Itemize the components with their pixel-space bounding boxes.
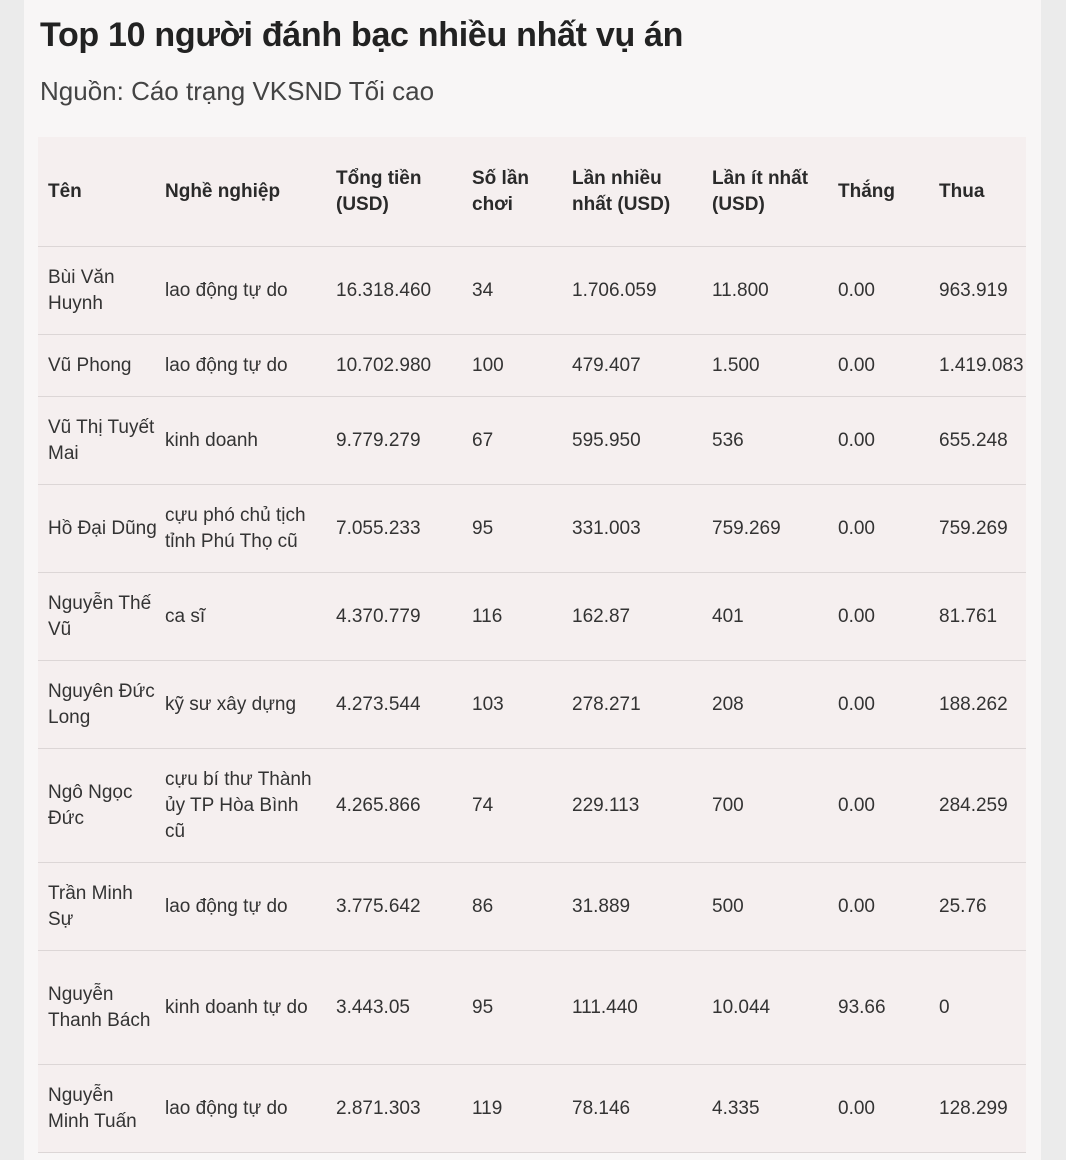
cell-max: 162.87 xyxy=(572,605,631,627)
cell-total: 3.443.05 xyxy=(336,996,410,1018)
cell-max: 31.889 xyxy=(572,895,631,917)
cell-play-count: 119 xyxy=(472,1097,503,1119)
header-occupation: Nghề nghiệp xyxy=(165,180,281,202)
cell-win: 0.00 xyxy=(838,279,875,301)
cell-min: 500 xyxy=(712,895,744,917)
cell-win: 93.66 xyxy=(838,996,886,1018)
cell-total: 4.273.544 xyxy=(336,693,421,715)
cell-loss: 188.262 xyxy=(939,693,1008,715)
cell-max: 78.146 xyxy=(572,1097,631,1119)
header-name: Tên xyxy=(48,180,82,202)
cell-loss: 759.269 xyxy=(939,517,1008,539)
cell-occupation: ca sĩ xyxy=(165,605,206,627)
cell-play-count: 86 xyxy=(472,895,494,917)
cell-min: 11.800 xyxy=(712,279,769,301)
cell-min: 208 xyxy=(712,693,744,715)
cell-min: 10.044 xyxy=(712,996,771,1018)
cell-win: 0.00 xyxy=(838,794,875,816)
cell-loss: 284.259 xyxy=(939,794,1008,816)
cell-name: Nguyễn Thế Vũ xyxy=(48,592,152,640)
cell-win: 0.00 xyxy=(838,605,875,627)
cell-occupation: kỹ sư xây dựng xyxy=(165,693,297,715)
cell-play-count: 103 xyxy=(472,693,504,715)
cell-occupation: cựu phó chủ tịch tỉnh Phú Thọ cũ xyxy=(165,504,306,552)
header-loss: Thua xyxy=(939,180,985,202)
table-row xyxy=(38,863,1026,951)
table-row xyxy=(38,749,1026,863)
header-win: Thắng xyxy=(838,180,895,202)
cell-loss: 655.248 xyxy=(939,429,1008,451)
cell-occupation: cựu bí thư Thành ủy TP Hòa Bình cũ xyxy=(165,768,312,842)
cell-occupation: lao động tự do xyxy=(165,279,288,301)
cell-total: 7.055.233 xyxy=(336,517,421,539)
table-row xyxy=(38,573,1026,661)
cell-occupation: kinh doanh tự do xyxy=(165,996,308,1018)
cell-play-count: 95 xyxy=(472,517,494,539)
cell-min: 536 xyxy=(712,429,744,451)
table-row xyxy=(38,485,1026,573)
source-subtitle: Nguồn: Cáo trạng VKSND Tối cao xyxy=(40,76,435,106)
cell-min: 401 xyxy=(712,605,744,627)
page-title: Top 10 người đánh bạc nhiều nhất vụ án xyxy=(40,16,684,54)
cell-total: 4.265.866 xyxy=(336,794,421,816)
cell-min: 1.500 xyxy=(712,354,760,376)
cell-occupation: lao động tự do xyxy=(165,1097,288,1119)
cell-name: Vũ Thị Tuyết Mai xyxy=(48,416,155,464)
data-table xyxy=(38,137,1026,1153)
cell-name: Vũ Phong xyxy=(48,354,132,376)
cell-total: 3.775.642 xyxy=(336,895,421,917)
header-min: Lần ít nhất (USD) xyxy=(712,167,809,215)
table-row xyxy=(38,661,1026,749)
table-row xyxy=(38,951,1026,1065)
cell-name: Nguyễn Minh Tuấn xyxy=(48,1084,137,1132)
cell-total: 16.318.460 xyxy=(336,279,432,301)
cell-occupation: lao động tự do xyxy=(165,895,288,917)
cell-max: 278.271 xyxy=(572,693,641,715)
cell-win: 0.00 xyxy=(838,693,875,715)
table-card xyxy=(24,0,1041,1160)
cell-loss: 0 xyxy=(939,996,950,1018)
cell-win: 0.00 xyxy=(838,1097,875,1119)
table-row xyxy=(38,247,1026,335)
cell-loss: 963.919 xyxy=(939,279,1008,301)
cell-total: 9.779.279 xyxy=(336,429,421,451)
table-header-row xyxy=(38,137,1026,247)
cell-play-count: 67 xyxy=(472,429,494,451)
cell-play-count: 34 xyxy=(472,279,494,301)
header-max: Lần nhiều nhất (USD) xyxy=(572,167,671,215)
cell-loss: 25.76 xyxy=(939,895,987,917)
cell-play-count: 95 xyxy=(472,996,494,1018)
table-row xyxy=(38,1065,1026,1153)
cell-max: 595.950 xyxy=(572,429,641,451)
cell-play-count: 100 xyxy=(472,354,504,376)
cell-max: 1.706.059 xyxy=(572,279,657,301)
cell-max: 111.440 xyxy=(572,996,638,1018)
header-play-count: Số lần chơi xyxy=(472,167,530,215)
cell-win: 0.00 xyxy=(838,354,875,376)
cell-occupation: lao động tự do xyxy=(165,354,288,376)
cell-min: 4.335 xyxy=(712,1097,760,1119)
cell-name: Nguyễn Thanh Bách xyxy=(48,983,151,1031)
cell-name: Nguyên Đức Long xyxy=(48,680,155,728)
table-row xyxy=(38,397,1026,485)
cell-max: 331.003 xyxy=(572,517,641,539)
cell-max: 229.113 xyxy=(572,794,640,816)
cell-max: 479.407 xyxy=(572,354,641,376)
cell-loss: 81.761 xyxy=(939,605,998,627)
cell-win: 0.00 xyxy=(838,429,875,451)
header-total: Tổng tiền (USD) xyxy=(336,167,422,215)
cell-play-count: 116 xyxy=(472,605,503,627)
cell-name: Bùi Văn Huynh xyxy=(48,266,115,314)
cell-min: 700 xyxy=(712,794,744,816)
cell-min: 759.269 xyxy=(712,517,781,539)
cell-name: Ngô Ngọc Đức xyxy=(48,781,133,829)
cell-total: 2.871.303 xyxy=(336,1097,421,1119)
cell-loss: 1.419.083 xyxy=(939,354,1024,376)
cell-win: 0.00 xyxy=(838,895,875,917)
cell-name: Hồ Đại Dũng xyxy=(48,517,157,539)
cell-name: Trần Minh Sự xyxy=(48,882,133,930)
cell-total: 10.702.980 xyxy=(336,354,432,376)
cell-total: 4.370.779 xyxy=(336,605,421,627)
cell-win: 0.00 xyxy=(838,517,875,539)
cell-loss: 128.299 xyxy=(939,1097,1008,1119)
cell-play-count: 74 xyxy=(472,794,494,816)
cell-occupation: kinh doanh xyxy=(165,429,258,451)
table-row xyxy=(38,335,1026,397)
